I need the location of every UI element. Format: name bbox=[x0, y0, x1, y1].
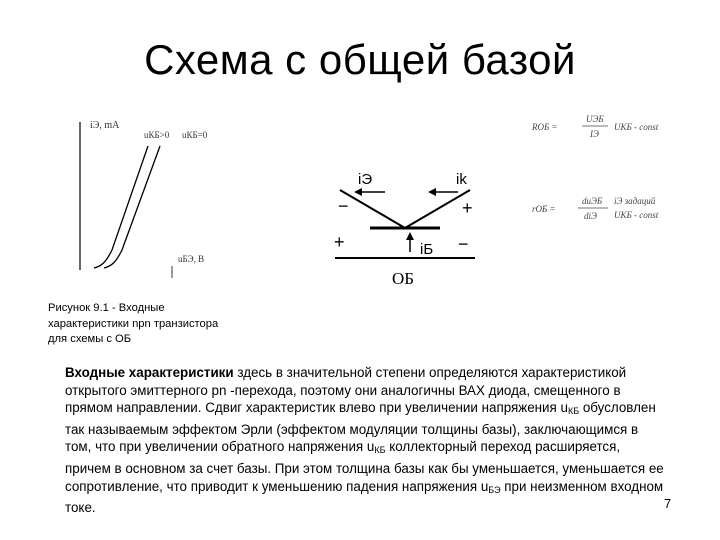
emitter-lead bbox=[340, 190, 405, 228]
body-text-1: здесь в значительной степени определяются характеристикой открытого эмиттерного pn -перехода, поэтому они аналогичны ВАХ диода, смещенного в прямом направлении. Сдвиг характеристик влево при увеличении напряжения u bbox=[65, 365, 627, 416]
plus-right: + bbox=[462, 198, 473, 218]
curve-label-ukb-positive: uКБ>0 bbox=[144, 130, 170, 140]
slide-title: Схема с общей базой bbox=[144, 36, 576, 83]
body-text-4: при неизменном входном токе. bbox=[65, 478, 664, 516]
minus-right: − bbox=[458, 234, 469, 254]
figure-caption bbox=[48, 301, 258, 348]
subscript-kb-1: КБ bbox=[567, 406, 580, 417]
body-paragraph bbox=[65, 364, 665, 517]
y-axis-label: iЭ, mA bbox=[90, 120, 120, 131]
label-ik: ik bbox=[456, 171, 467, 188]
page-number: 7 bbox=[664, 496, 672, 511]
formula2-lhs: rОБ = bbox=[532, 204, 556, 214]
formula1-numerator: UЭБ bbox=[586, 114, 604, 124]
plus-left: + bbox=[334, 232, 345, 252]
formula2-denominator: diЭ bbox=[584, 211, 597, 221]
curve-label-ukb-zero: uКБ=0 bbox=[182, 130, 208, 140]
resistance-formulas bbox=[530, 112, 710, 242]
caption-line: Рисунок 9.1 - Входные bbox=[48, 302, 165, 314]
subscript-kb-2: КБ bbox=[374, 445, 386, 456]
circuit-name: ОБ bbox=[392, 269, 415, 288]
formula1-lhs: RОБ = bbox=[532, 122, 558, 132]
body-text-2: обусловлен так называемым эффектом Эрли (эффектом модуляции толщины базы), заключающимся в том, что при увеличении обратного напряжения u bbox=[65, 400, 656, 455]
formula2-condition-2: UКБ - const bbox=[614, 210, 659, 220]
common-base-circuit-diagram bbox=[310, 170, 520, 300]
minus-left: − bbox=[338, 196, 349, 216]
ib-arrowhead bbox=[406, 232, 414, 240]
bold-lead: Входные характеристики bbox=[65, 365, 234, 380]
body-text-3: коллекторный переход расширяется, причем в основном за счет базы. При этом толщина базы как бы уменьшается, уменьшается ее сопротивление, что приводит к уменьшению падения напряжения u bbox=[65, 439, 664, 494]
formula1-condition: UКБ - const bbox=[614, 122, 659, 132]
label-ie: iЭ bbox=[358, 171, 373, 188]
label-ib: iБ bbox=[420, 241, 434, 258]
input-characteristics-chart bbox=[60, 110, 250, 285]
curve-ukb-positive bbox=[94, 146, 148, 268]
formula2-condition-1: iЭ задаций bbox=[614, 196, 656, 206]
formula2-numerator: duЭБ bbox=[582, 196, 603, 206]
formula1-denominator: IЭ bbox=[590, 129, 599, 139]
caption-line: характеристики npn транзистора bbox=[48, 317, 219, 330]
collector-lead bbox=[405, 190, 470, 228]
caption-line: для схемы с ОБ bbox=[48, 333, 132, 345]
subscript-be: БЭ bbox=[488, 484, 501, 495]
x-axis-label: uБЭ, B bbox=[178, 254, 205, 264]
ie-arrowhead bbox=[354, 188, 362, 196]
ik-arrowhead bbox=[428, 188, 436, 196]
